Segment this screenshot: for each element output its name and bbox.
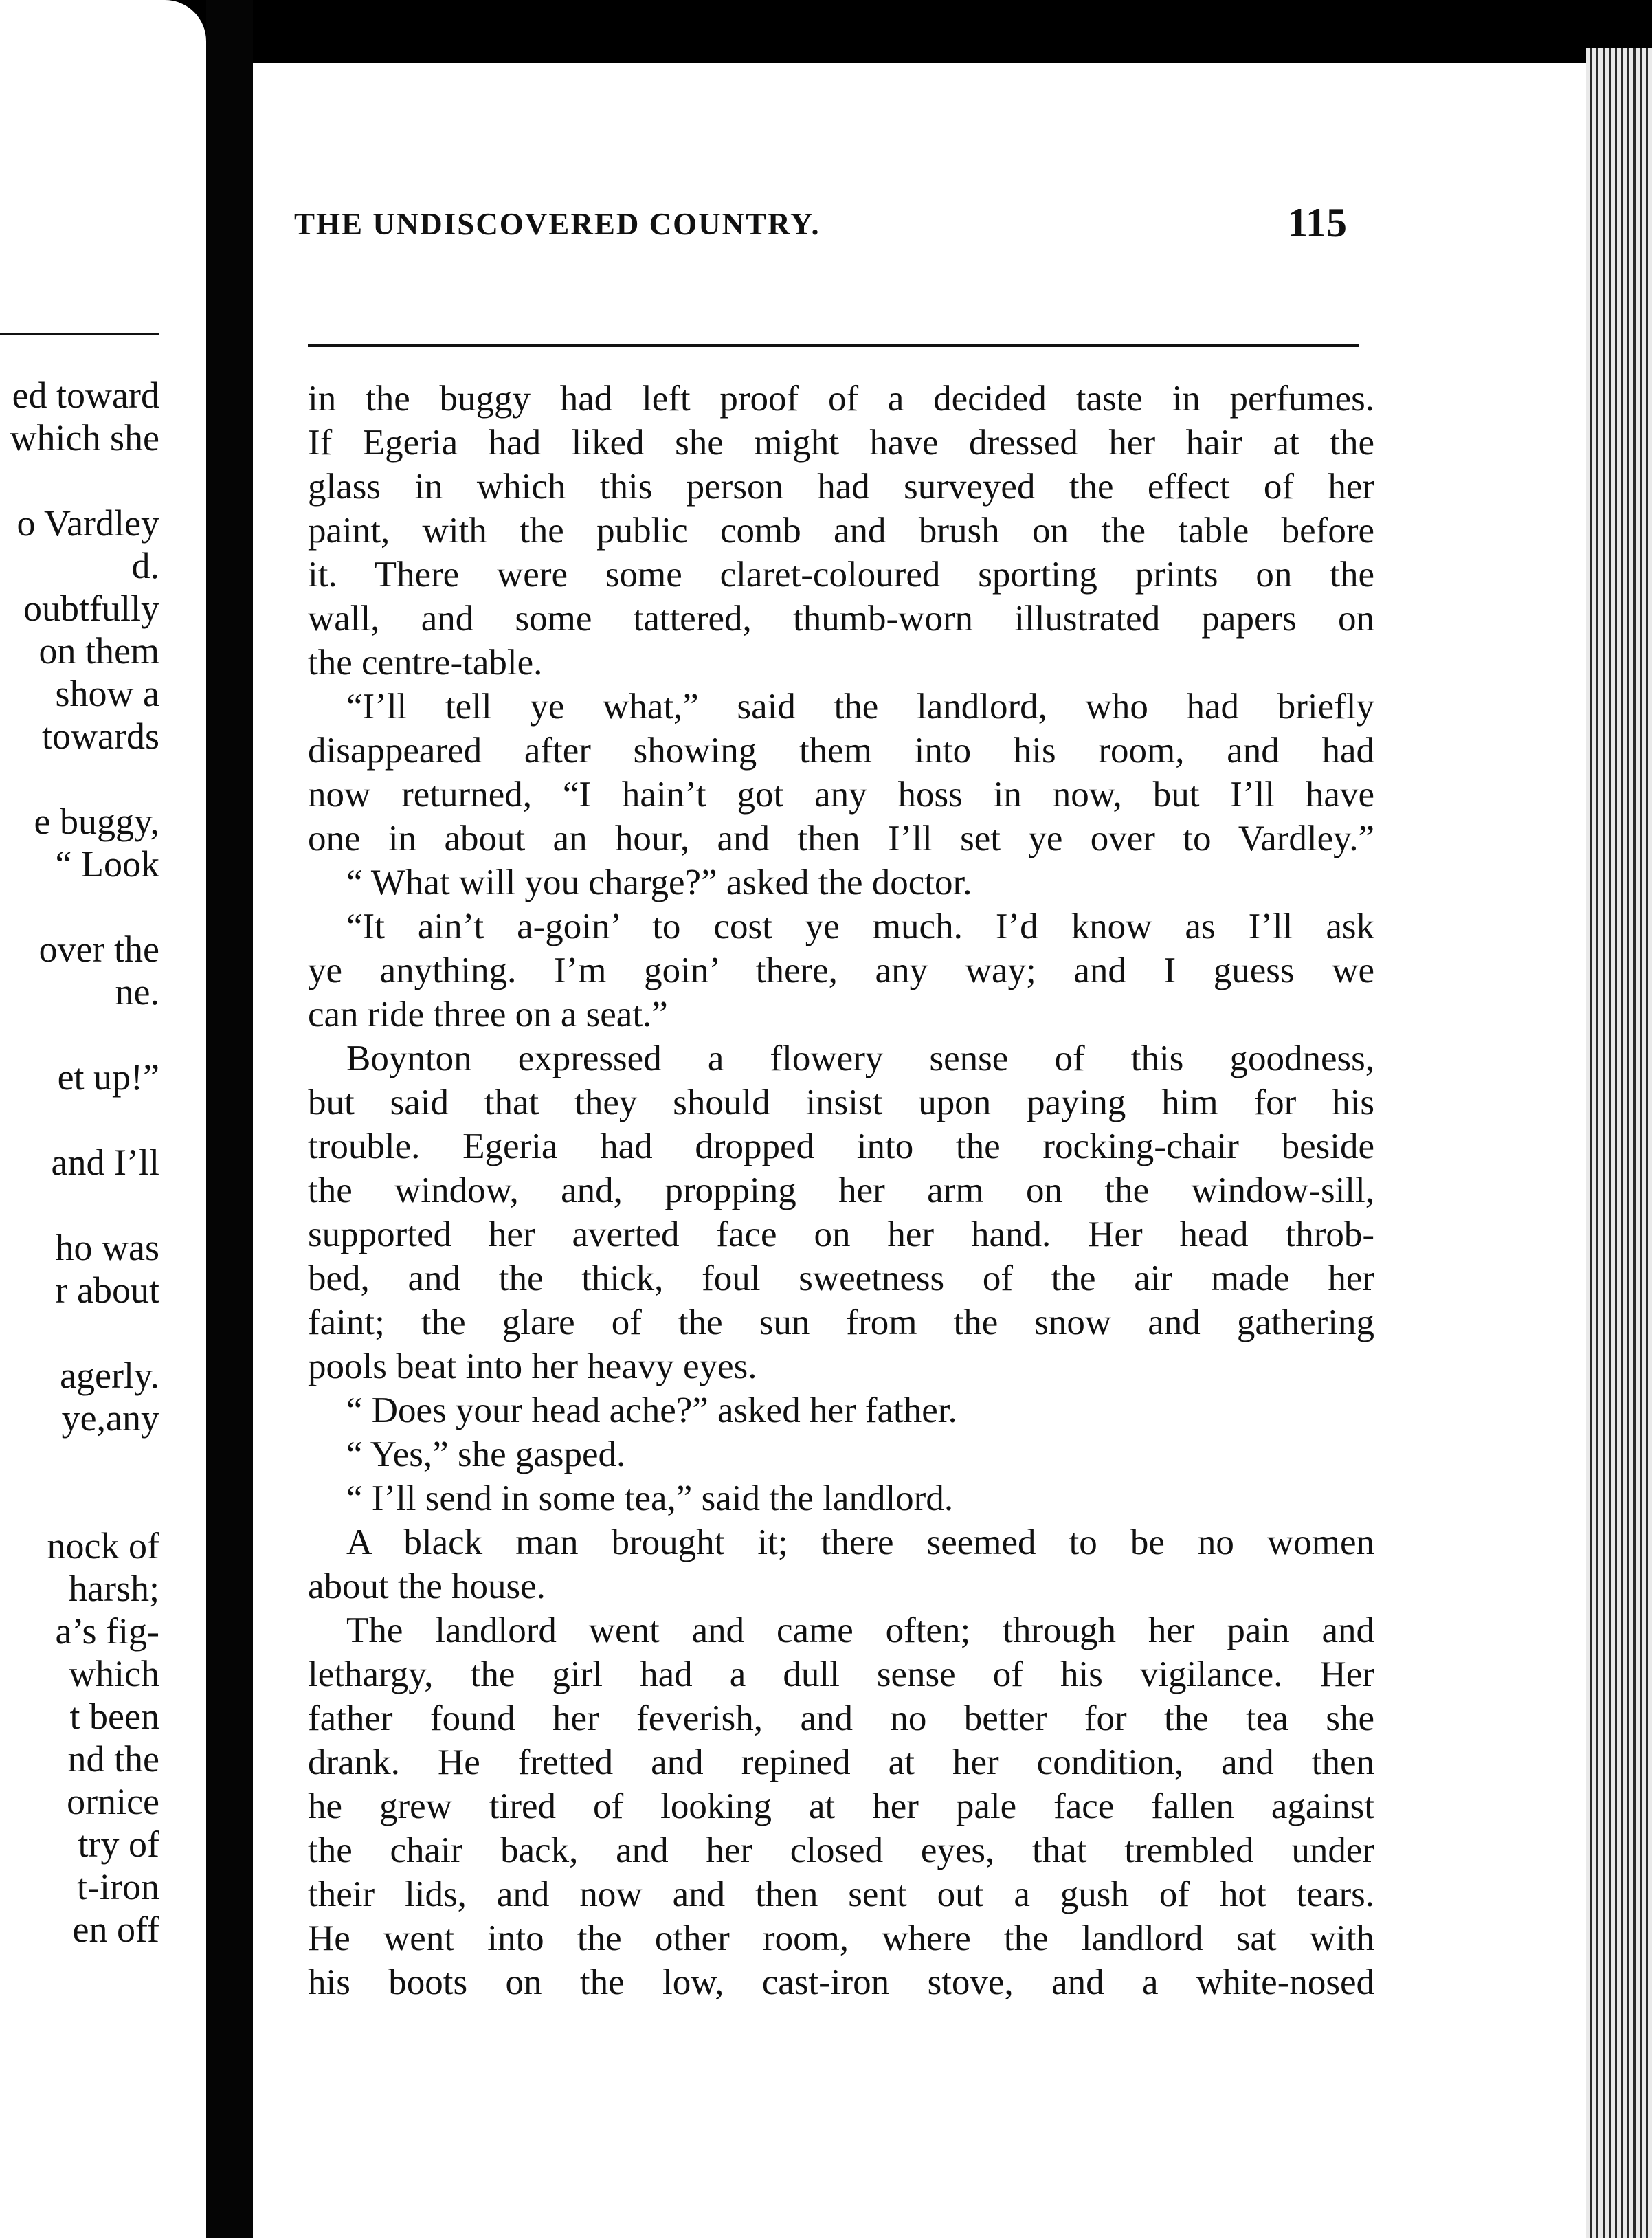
text-line: in the buggy had left proof of a decided taste in perfumes. (308, 379, 1374, 419)
previous-page-line: towards (42, 716, 159, 757)
running-header (0, 200, 1347, 261)
text-line: Boynton expressed a flowery sense of this goodness, (346, 1039, 1374, 1078)
previous-page-line: t been (69, 1696, 159, 1737)
previous-page-line: a’s fig- (55, 1610, 159, 1652)
text-line: “It ain’t a-goin’ to cost ye much. I’d know as I’ll ask (346, 907, 1374, 946)
previous-page-line: et up!” (57, 1056, 159, 1098)
previous-page-line: t-iron (77, 1866, 159, 1907)
body-text (308, 377, 1374, 2004)
header-rule (308, 344, 1359, 347)
previous-page-line: r about (55, 1270, 159, 1311)
text-line: bed, and the thick, foul sweetness of the air made her (308, 1259, 1374, 1298)
running-title: THE UNDISCOVERED COUNTRY. (294, 207, 821, 241)
previous-page (0, 0, 206, 2238)
text-line: about the house. (308, 1566, 546, 1606)
text-line: now returned, “I hain’t got any hoss in now, but I’ll have (308, 775, 1374, 815)
previous-page-line: try of (78, 1824, 159, 1865)
previous-page-line: o Vardley (16, 502, 159, 544)
text-line: one in about an hour, and then I’ll set ye over to Vardley.” (308, 819, 1374, 858)
previous-page-line: ne. (115, 971, 159, 1012)
text-line: father found her feverish, and no better for the tea she (308, 1698, 1374, 1738)
previous-page-line: harsh; (69, 1568, 159, 1609)
text-line: the window, and, propping her arm on the window-sill, (308, 1171, 1374, 1210)
previous-page-line: nd the (67, 1738, 159, 1780)
text-line: If Egeria had liked she might have dressed her hair at the (308, 423, 1374, 463)
text-line: “ Does your head ache?” asked her father. (346, 1391, 957, 1430)
previous-page-line: agerly. (60, 1355, 159, 1396)
previous-page-line: d. (131, 545, 159, 586)
previous-page-line: en off (72, 1909, 159, 1950)
text-line: ye anything. I’m goin’ there, any way; and I guess we (308, 951, 1374, 990)
text-line: his boots on the low, cast-iron stove, and a white-nosed (308, 1962, 1374, 2002)
previous-page-line: ornice (67, 1781, 159, 1822)
text-line: their lids, and now and then sent out a gush of hot tears. (308, 1874, 1374, 1914)
text-line: the chair back, and her closed eyes, that trembled under (308, 1830, 1374, 1870)
previous-page-line: oubtfully (23, 588, 159, 629)
text-line: lethargy, the girl had a dull sense of his vigilance. Her (308, 1654, 1374, 1694)
previous-page-line: e buggy, (34, 801, 159, 842)
text-line: disappeared after showing them into his room, and had (308, 731, 1374, 771)
previous-page-line: ed toward (12, 375, 159, 416)
previous-page-line: ye,any (61, 1397, 159, 1439)
page-number: 115 (1287, 200, 1347, 245)
previous-page-line: ho was (55, 1227, 159, 1268)
previous-page-line: which (69, 1653, 159, 1694)
previous-page-line: which she (10, 417, 159, 458)
previous-page-line: nock of (47, 1525, 159, 1566)
previous-page-line: “ Look (55, 843, 159, 885)
text-line: supported her averted face on her hand. Her head throb- (308, 1215, 1374, 1254)
text-line: he grew tired of looking at her pale face fallen against (308, 1786, 1374, 1826)
text-line: pools beat into her heavy eyes. (308, 1347, 757, 1386)
text-line: the centre-table. (308, 643, 543, 683)
text-line: it. There were some claret-coloured sporting prints on the (308, 555, 1374, 595)
previous-page-header-rule (0, 333, 159, 335)
text-line: “ Yes,” she gasped. (346, 1434, 626, 1474)
book-gutter (206, 0, 253, 2238)
text-line: wall, and some tattered, thumb-worn illustrated papers on (308, 599, 1374, 639)
text-line: “ What will you charge?” asked the doctor. (346, 863, 972, 902)
text-line: The landlord went and came often; through her pain and (346, 1610, 1374, 1650)
previous-page-line: show a (55, 673, 159, 714)
text-line: drank. He fretted and repined at her condition, and then (308, 1742, 1374, 1782)
text-line: glass in which this person had surveyed the effect of her (308, 467, 1374, 507)
text-line: He went into the other room, where the landlord sat with (308, 1918, 1374, 1958)
text-line: but said that they should insist upon paying him for his (308, 1083, 1374, 1122)
text-line: “ I’ll send in some tea,” said the landlord. (346, 1478, 954, 1518)
text-line: can ride three on a seat.” (308, 995, 668, 1034)
text-line: “I’ll tell ye what,” said the landlord, who had briefly (346, 687, 1374, 727)
previous-page-line: on them (38, 630, 159, 672)
previous-page-line: over the (38, 929, 159, 970)
text-line: faint; the glare of the sun from the snow and gathering (308, 1303, 1374, 1342)
page-edges (1586, 48, 1652, 2238)
text-line: A black man brought it; there seemed to be no women (346, 1522, 1374, 1562)
text-line: trouble. Egeria had dropped into the rocking-chair beside (308, 1127, 1374, 1166)
text-line: paint, with the public comb and brush on the table before (308, 511, 1374, 551)
previous-page-line: and I’ll (51, 1142, 159, 1183)
